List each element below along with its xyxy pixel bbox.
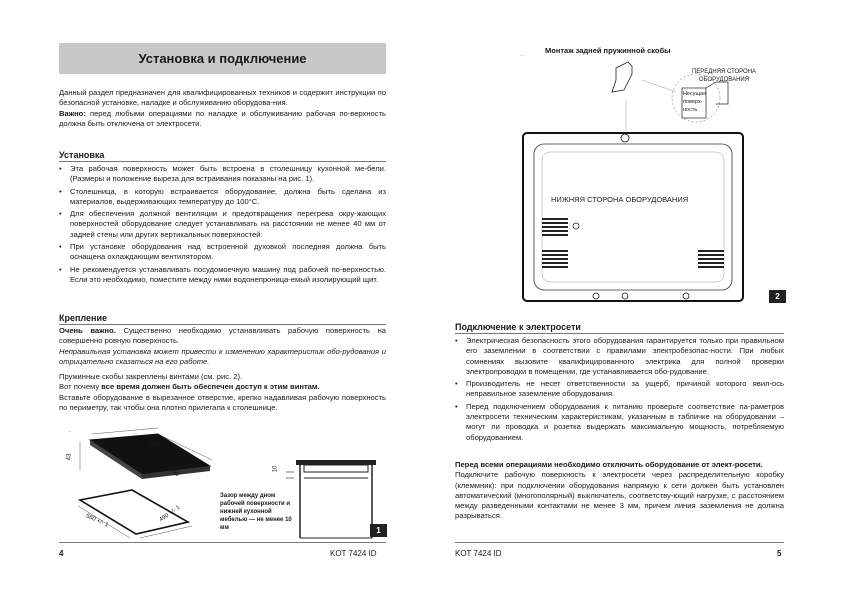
conn-divider: [455, 333, 784, 334]
footer-divider: [59, 542, 386, 543]
insert-paragraph: Вставьте оборудование в вырезанное отверстие, крепко надавливая рабочую поверхность по периметру, так чтобы она плотно прилегала к столешнице.: [59, 392, 386, 413]
mount-block: [59, 326, 386, 413]
very-important-paragraph: [59, 326, 386, 347]
important-label: Важно:: [59, 108, 86, 118]
page-title: Установка и подключение: [59, 43, 386, 74]
list-item: • Перед подключением оборудования к питанию проверьте соответствие па-раметров электросети техническим характеристикам, указанным в табличке на оборудовании – могут ли проводка и розетка выдержать максимальную мощность, потребляемую оборудованием.: [455, 402, 784, 443]
important-paragraph: [59, 109, 386, 130]
hob-body: [304, 465, 368, 472]
fig2-bearing-label: Несущая поверх-ность: [683, 91, 707, 113]
right-page: [421, 0, 842, 595]
vent-slot: [542, 258, 568, 260]
leader-line: [642, 80, 676, 92]
vent-slot: [698, 262, 724, 264]
fig1-dot: .: [69, 428, 71, 434]
countertop: [296, 460, 376, 465]
disconnect-warning: Перед всеми операциями необходимо отключить оборудование от элект-росети.: [455, 460, 763, 469]
important-text: перед любыми операциями по наладке и обслуживанию рабочая по-верхность должна быть отключена от электросети.: [59, 108, 386, 128]
fig2-bottom-label: НИЖНЯЯ СТОРОНА ОБОРУДОВАНИЯ: [551, 195, 689, 204]
vent-slot: [542, 262, 568, 264]
vent-slot: [542, 218, 568, 220]
fig1-dim-gap: 10: [272, 465, 279, 473]
vent-slot: [542, 254, 568, 256]
list-item: • При установке оборудования над встроенной духовкой последняя должна быть оснащена охлаждающим вентилятором.: [59, 242, 386, 263]
list-item: • Электрическая безопасность этого оборудования гарантируется только при правильном его заземлении в соответствии с правилами электробезопас-ности. При любых сомнениях вызовите квалифицированного электрика для полной проверки электропроводки в помещении, где устанавливается обо-рудование.: [455, 336, 784, 377]
fig2-title: Монтаж задней пружинной скобы: [545, 46, 671, 55]
install-divider: [59, 161, 386, 162]
install-heading: Установка: [59, 150, 105, 160]
very-important-label: Очень важно.: [59, 326, 116, 335]
dim-line-top: [92, 428, 158, 434]
model-left: KOT 7424 ID: [330, 549, 377, 558]
page-number-right: 5: [777, 549, 782, 558]
intro-paragraph: Данный раздел предназначен для квалифицированных техников и содержит инструкции по безопасной установке, наладке и обслуживанию оборудова-ния.: [59, 88, 386, 108]
fig1-dim-side: 490: [168, 467, 180, 479]
vent-slot: [542, 250, 568, 252]
model-right: KOT 7424 ID: [455, 549, 502, 558]
fig1-dim-top: 560: [147, 440, 159, 448]
fig2-hob-underside: [522, 132, 752, 304]
fig1-cabinet-section: [290, 452, 380, 542]
access-text: Вот почему: [59, 382, 102, 392]
fig1-dim-bottom-front: 560 +/- 1: [84, 513, 110, 529]
page-number-left: 4: [59, 549, 64, 558]
list-item: • Столешница, в которую встраивается оборудование, должна быть сделана из материалов, выдерживающих температуру до 100°С.: [59, 187, 386, 208]
list-item: • Эта рабочая поверхность может быть встроена в столешницу кухонной ме-бели. (Размеры и положение выреза для встраивания показаны на рис. 1).: [59, 164, 386, 185]
fig1-dim-bottom-side: 490 +/- 1: [158, 504, 182, 524]
vent-slot: [698, 258, 724, 260]
vent-slot: [698, 266, 724, 268]
list-item: • Производитель не несет ответственности за ущерб, причиной которого явил-ось неправильное заземление оборудования.: [455, 379, 784, 400]
vent-slot: [542, 222, 568, 224]
hob-outer-frame: [523, 133, 743, 301]
vent-slot: [542, 226, 568, 228]
fig1-number: 1: [370, 524, 387, 537]
fig2-dot: .: [521, 52, 523, 58]
fig2-number: 2: [769, 290, 786, 303]
mount-divider: [59, 324, 386, 325]
mount-heading: Крепление: [59, 313, 108, 323]
access-bold: все время должен быть обеспечен доступ к этим винтам.: [101, 382, 320, 392]
italic-warning: Неправильная установка может привести к изменению характеристик обо-рудования и отрицательно сказаться на его работе.: [59, 346, 386, 366]
fig1-dim-height: 43: [66, 453, 73, 461]
springs-paragraph: Пружинные скобы закреплены винтами (см. рис. 2).: [59, 372, 243, 382]
vent-slot: [698, 254, 724, 256]
footer-divider: [455, 542, 784, 543]
conn-block: [455, 460, 784, 522]
vent-slot: [542, 234, 568, 236]
vent-slot: [542, 230, 568, 232]
install-list: [59, 164, 386, 287]
bracket-profile: [706, 82, 728, 104]
intro-block: [59, 88, 386, 129]
very-important-text: Существенно необходимо устанавливать рабочую поверхность на совершенно ровную поверхность.: [59, 326, 387, 346]
fig2-front-label: ПЕРЕДНЯЯ СТОРОНА ОБОРУДОВАНИЯ: [691, 69, 757, 83]
fig1-hob-drawing: [70, 430, 220, 540]
conn-list: [455, 336, 784, 445]
vent-slot: [542, 266, 568, 268]
vent-slot: [698, 250, 724, 252]
conn-heading: Подключение к электросети: [455, 322, 581, 332]
fig1-caption: Зазор между дном рабочей поверхности и нижней кухонной мебелью — не менее 10 мм: [220, 493, 292, 531]
access-paragraph: [59, 382, 386, 392]
list-item: • Не рекомендуется устанавливать посудомоечную машину под рабочей по-верхностью. Если это необходимо, поместите между ними водонепроница-емый изолирующий щит.: [59, 265, 386, 286]
connect-paragraph: Подключите рабочую поверхность к электросети через распределительную коробку (клеммник): при подключении оборудования напрямую к сети должен быть установлен автоматический (многополярный) выключатель, соответству-ющий нагрузке, с расстоянием между разведенными контактами не менее 3 мм, причем линия заземления не должна разрываться.: [455, 470, 784, 521]
list-item: • Для обеспечения должной вентиляции и предотвращения перегрева окру-жающих поверхностей оборудование следует устанавливать на расстоянии не менее 40 мм от задней стены или других вертикальных поверхностей.: [59, 209, 386, 240]
spring-bracket: [612, 62, 632, 92]
